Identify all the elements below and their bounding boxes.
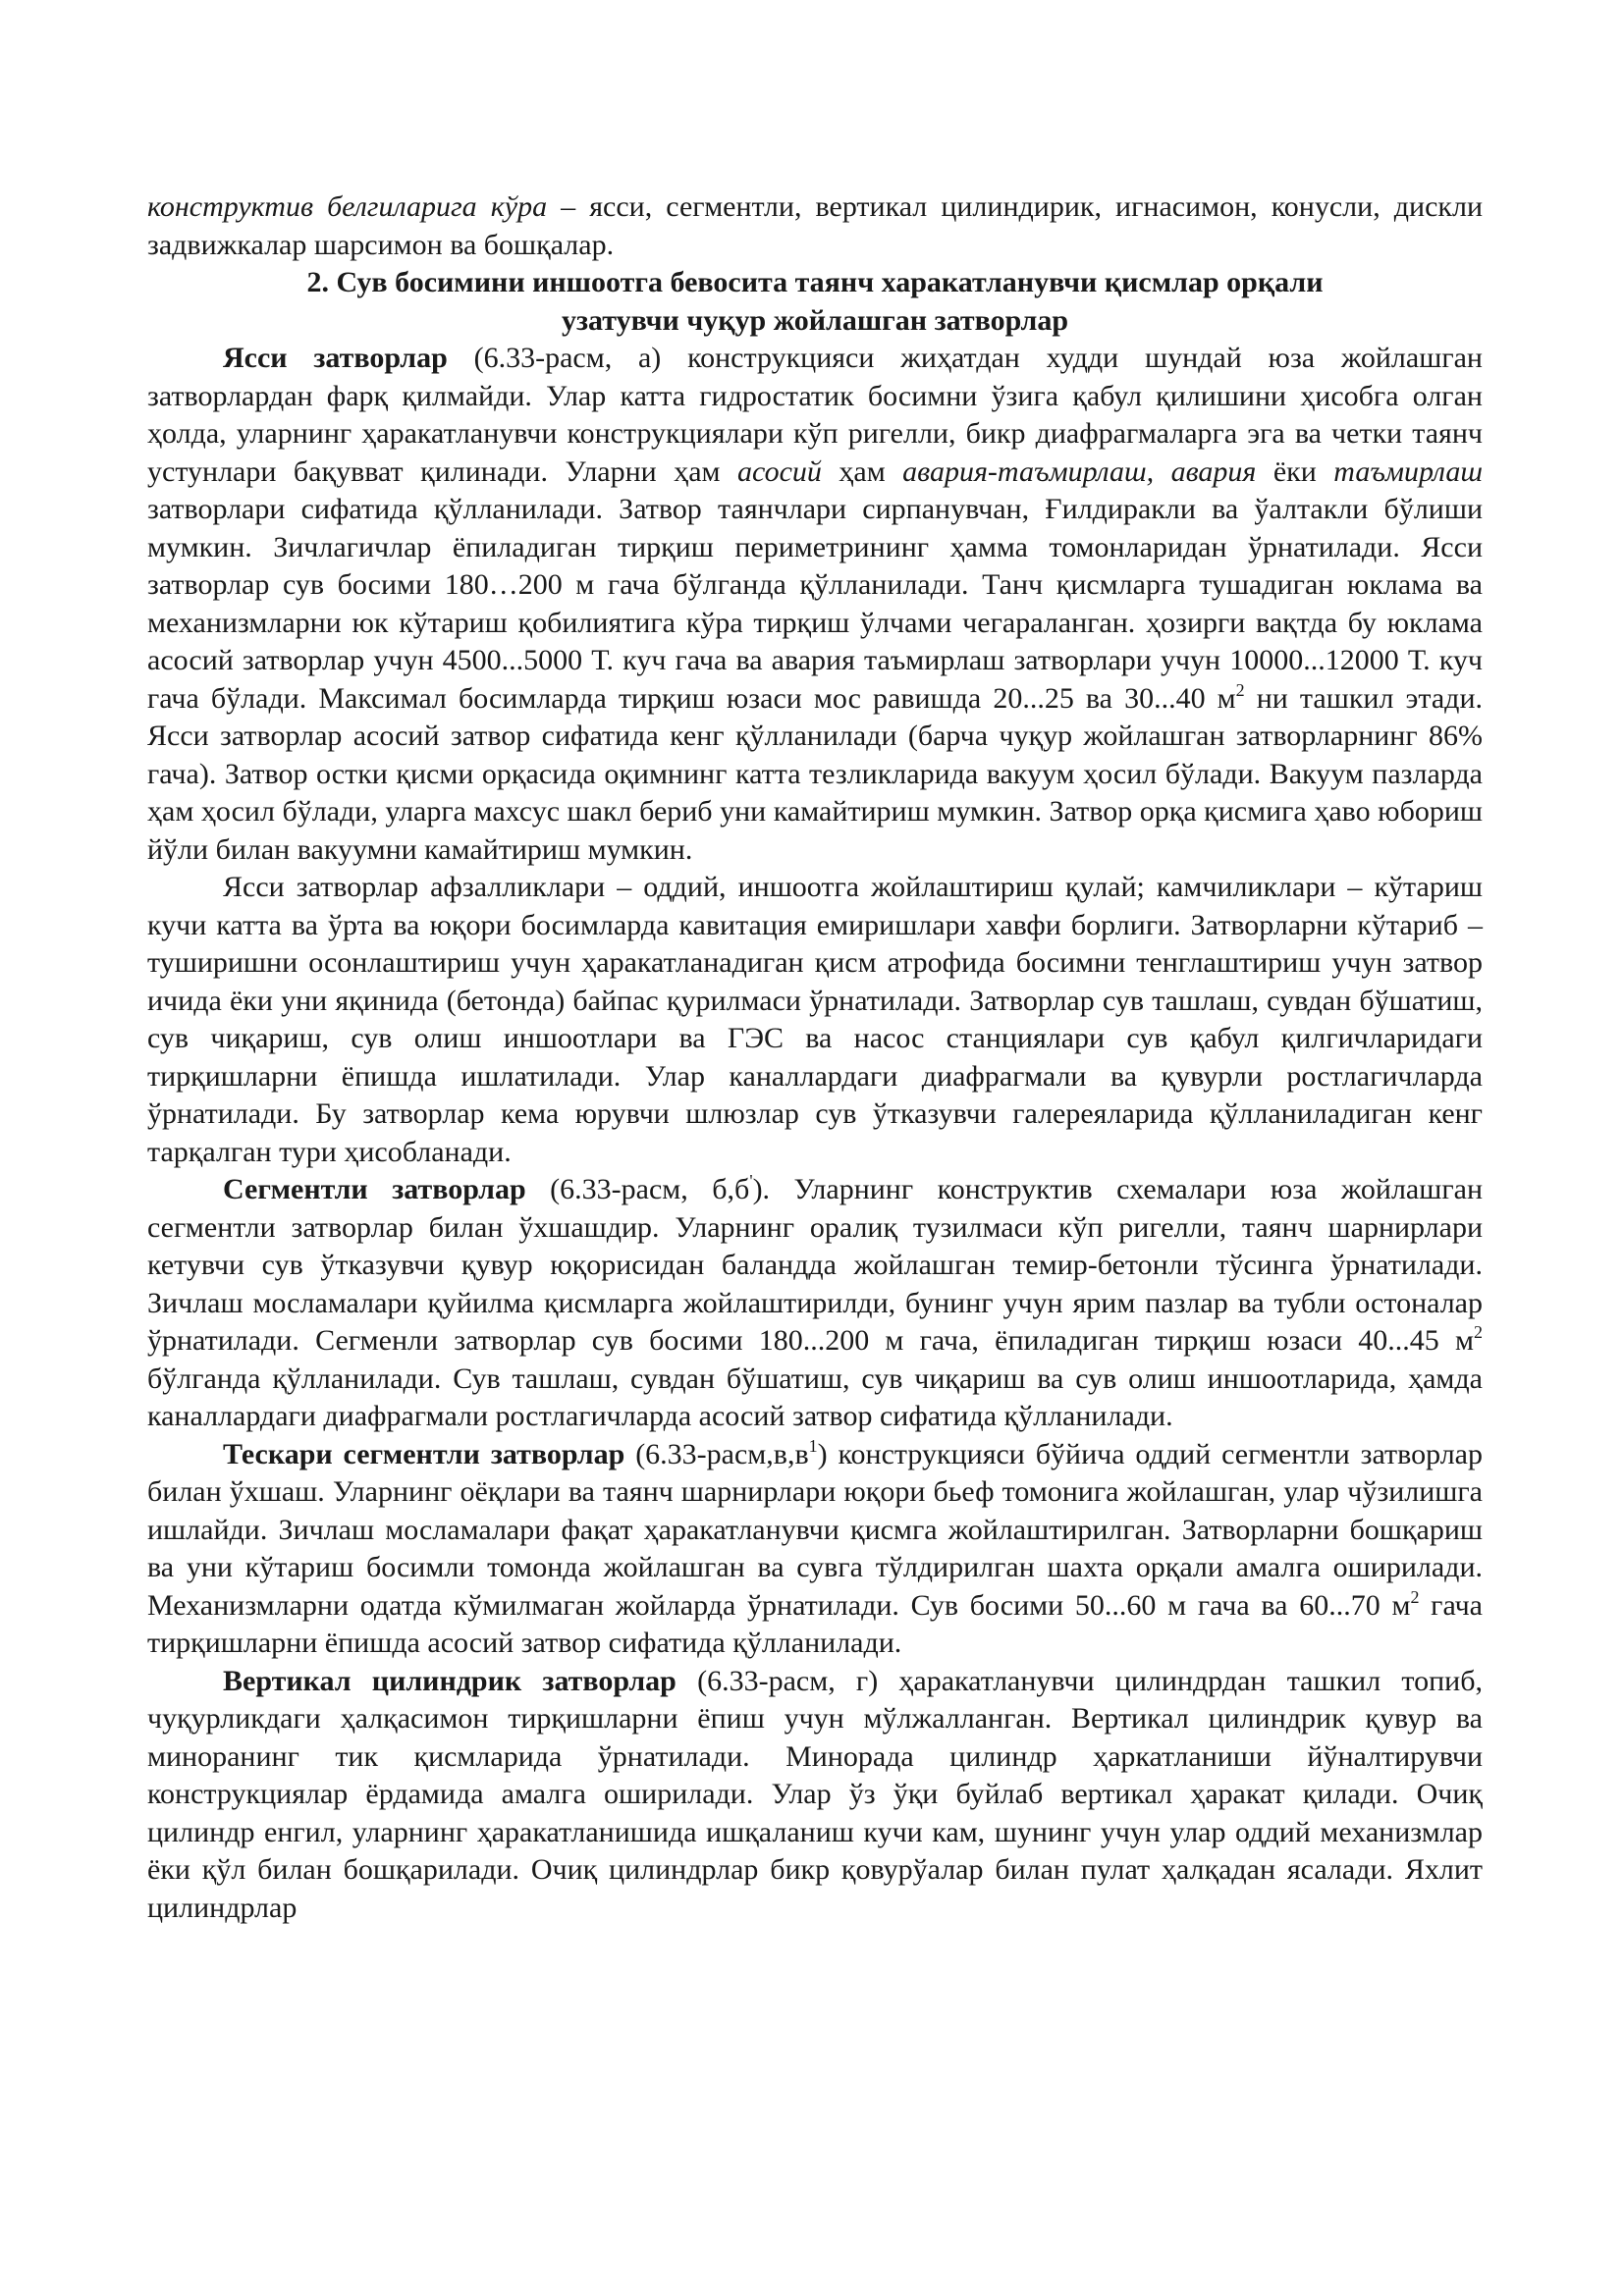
term-vertical-cylinder-gates: Вертикал цилиндрик затворлар: [223, 1664, 677, 1697]
paragraph-text: ни ташкил этади. Ясси затворлар асосий затвор сифатида кенг қўлланилади (барча чуқур жойлашган затворларнинг 86% гача). Затвор остки қисми орқасида оқимнинг катта тезликларида вакуум ҳосил бўлади. Вакуум пазларда ҳам ҳосил бўлади, уларга махсус шакл бериб уни камайтириш мумкин. Затвор орқа қисмига ҳаво юбориш йўли билан вакуумни камайтириш мумкин.: [147, 681, 1483, 866]
italic-term: авария-таъмирлаш, авария: [902, 454, 1257, 488]
paragraph-text: ёки: [1256, 454, 1334, 488]
italic-term: асосий: [737, 454, 822, 488]
paragraph-text: ҳам: [821, 454, 903, 488]
superscript: 2: [1410, 1586, 1420, 1607]
paragraph-text: (6.33-расм, г) ҳаракатланувчи цилиндрдан ташкил топиб, чуқурликдаги ҳалқасимон тирқишларни ёпиш учун мўлжалланган. Вертикал цилиндрик қувур ва миноранинг тик қисмларида ўрнатилади. Минорада цилиндр ҳаркатланиши йўналтирувчи конструкциялар ёрдамида амалга оширилади. Улар ўз ўқи буйлаб вертикал ҳаракат қилади. Очиқ цилиндр енгил, уларнинг ҳаракатланишида ишқаланиш кучи кам, шунинг учун улар оддий механизмлар ёки қўл билан бошқарилади. Очиқ цилиндрлар бикр қовурўалар билан пулат ҳалқадан ясалади. Яхлит цилиндрлар: [147, 1664, 1483, 1924]
paragraph-reverse-segment-gates: [147, 1436, 1483, 1663]
paragraph-text: бўлганда қўлланилади. Сув ташлаш, сувдан бўшатиш, сув чиқариш ва сув олиш иншоотларида, ҳамда каналлардаги диафрагмали ростлагичларда асосий затвор сифатида қўлланилади.: [147, 1362, 1483, 1432]
paragraph-text: (6.33-расм, а) конструкцияси жиҳатдан худди шундай юза жойлашган затворлардан фарқ қилмайди. Улар катта гидростатик босимни ўзига қабул қилишини ҳисобга олган ҳолда, уларнинг ҳаракатланувчи конструкциялари кўп ригелли, бикр диафрагмаларга эга ва четки таянч устунлари бақувват қилинади. Уларни ҳам: [147, 342, 1483, 488]
superscript: 1: [808, 1435, 818, 1456]
italic-term: таъмирлаш: [1333, 454, 1483, 488]
paragraph-text: гача тирқишларни ёпишда асосий затвор сифатида қўлланилади.: [147, 1588, 1484, 1659]
paragraph-segment-gates: [147, 1171, 1483, 1436]
intro-paragraph: [147, 188, 1483, 264]
superscript: 2: [1235, 679, 1245, 700]
paragraph-text: (6.33-расм,в,в: [624, 1437, 809, 1470]
document-page: [147, 188, 1483, 1927]
term-reverse-segment-gates: Тескари сегментли затворлар: [223, 1437, 625, 1470]
intro-italic: конструктив белгиларига кўра: [147, 190, 548, 223]
superscript: ': [749, 1171, 753, 1191]
paragraph-text: ). Уларнинг конструктив схемалари юза жойлашган сегментли затворлар билан ўхшашдир. Уларнинг оралиқ тузилмаси кўп ригелли, таянч шарнирлари кетувчи сув ўтказувчи қувур юқорисидан баландда жойлашган темир-бетонли тўсинга ўрнатилади. Зичлаш мосламалари қуйилма қисмларга жойлаштирилди, бунинг учун ярим пазлар ва тубли остоналар ўрнатилади. Сегменли затворлар сув босими 180...200 м гача, ёпиладиган тирқиш юзаси 40...45 м: [147, 1173, 1484, 1357]
term-segment-gates: Сегментли затворлар: [223, 1173, 526, 1205]
paragraph-flat-gates-advantages: Ясси затворлар афзалликлари – оддий, иншоотга жойлаштириш қулай; камчиликлари – кўтариш кучи катта ва ўрта ва юқори босимларда кавитация емиришлари хавфи борлиги. Затворларни кўтариб – туширишни осонлаштириш учун ҳаракатланадиган қисм атрофида босимни тенглаштириш учун затвор ичида ёки уни яқинида (бетонда) байпас қурилмаси ўрнатилади. Затворлар сув ташлаш, сувдан бўшатиш, сув чиқариш, сув олиш иншоотлари ва ГЭС ва насос станциялари сув қабул қилгичларидаги тирқишларни ёпишда ишлатилади. Улар каналлардаги диафрагмали ва қувурли ростлагичларда ўрнатилади. Бу затворлар кема юрувчи шлюзлар сув ўтказувчи галереяларида қўлланиладиган кенг тарқалган тури ҳисобланади.: [147, 871, 1483, 1168]
paragraph-text: ) конструкцияси бўйича оддий сегментли затворлар билан ўхшаш. Уларнинг оёқлари ва таянч шарнирлари юқори бьеф томонига жойлашган, улар чўзилишга ишлайди. Зичлаш мосламалари фақат ҳаракатланувчи қисмга жойлаштирилган. Затворларни бошқариш ва уни кўтариш босимли томонда жойлашган ва сувга тўлдирилган шахта орқали амалга оширилади. Механизмларни одатда кўмилмаган жойларда ўрнатилади. Сув босими 50...60 м гача ва 60...70 м: [147, 1437, 1483, 1622]
section-heading: 2. Сув босимини иншоотга бевосита таянч харакатланувчи қисмлар орқали узатувчи чуқур жойлашган затворлар: [306, 266, 1324, 337]
paragraph-text: (6.33-расм, б,б: [525, 1173, 750, 1205]
paragraph-flat-gates: [147, 340, 1483, 869]
paragraph-vertical-cylinder-gates: [147, 1663, 1483, 1928]
term-flat-gates: Ясси затворлар: [223, 342, 448, 374]
intro-text: – ясси, сегментли, вертикал цилиндирик, игнасимон, конусли, дискли задвижкалар шарсимон ва бошқалар.: [147, 190, 1483, 261]
superscript: 2: [1474, 1322, 1483, 1342]
paragraph-text: затворлари сифатида қўлланилади. Затвор таянчлари сирпанувчан, Ғилдиракли ва ўалтакли бўлиши мумкин. Зичлагичлар ёпиладиган тирқиш периметрининг ҳамма томонларидан ўрнатилади. Ясси затворлар сув босими 180…200 м гача бўлганда қўлланилади. Танч қисмларга тушадиган юклама ва механизмларни юк кўтариш қобилиятига кўра тирқиш ўлчами чегараланган. ҳозирги вақтда бу юклама асосий затворлар учун 4500...5000 Т. куч гача ва авария таъмирлаш затворлари учун 10000...12000 Т. куч гача бўлади. Максимал босимларда тирқиш юзаси мос равишда 20...25 ва 30...40 м: [147, 493, 1483, 715]
